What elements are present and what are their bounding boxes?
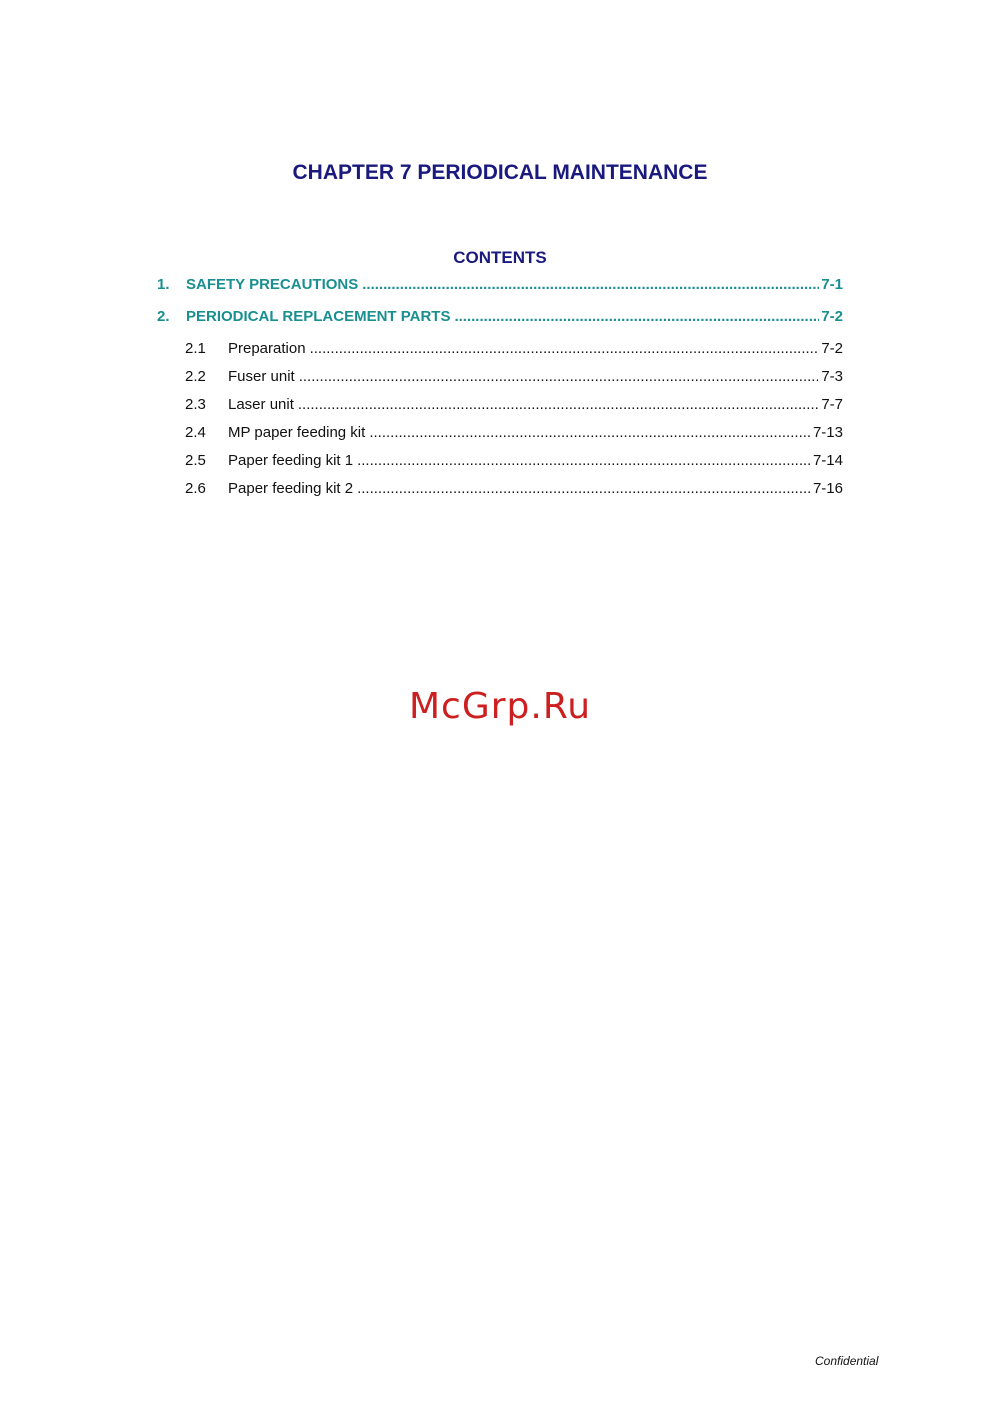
toc-entry-title: PERIODICAL REPLACEMENT PARTS — [186, 308, 451, 325]
toc-entry-preparation[interactable] — [185, 340, 843, 357]
toc-entry-page: 7-16 — [812, 480, 843, 497]
toc-entry-number: 2.4 — [185, 424, 206, 441]
toc-entry-title: Laser unit — [228, 396, 294, 413]
toc-entry-page: 7-3 — [821, 368, 843, 385]
toc-entry-title: MP paper feeding kit — [228, 424, 366, 441]
chapter-title: CHAPTER 7 PERIODICAL MAINTENANCE — [292, 161, 708, 184]
toc-entry-paper-feeding-kit-1[interactable] — [185, 452, 843, 469]
watermark: McGrp.Ru — [408, 686, 592, 727]
toc-entry-page: 7-14 — [812, 452, 843, 469]
toc-entry-laser-unit[interactable] — [185, 396, 843, 413]
toc-entry-title: Paper feeding kit 2 — [228, 480, 354, 497]
toc-entry-periodical-replacement-parts[interactable] — [157, 308, 843, 325]
contents-heading: CONTENTS — [453, 248, 547, 267]
footer-confidential-label: Confidential — [815, 1354, 879, 1368]
toc-dot-leader — [369, 424, 810, 441]
toc-dot-leader — [357, 452, 810, 469]
toc-dot-leader — [299, 368, 819, 385]
toc-dot-leader — [298, 396, 818, 413]
toc-dot-leader — [357, 480, 810, 497]
toc-entry-page: 7-2 — [821, 308, 843, 325]
toc-entry-page: 7-2 — [821, 340, 843, 357]
toc-entry-fuser-unit[interactable] — [185, 368, 843, 385]
toc-dot-leader — [362, 276, 819, 293]
toc-entry-number: 2.3 — [185, 396, 206, 413]
toc-entry-number: 2. — [157, 308, 170, 325]
toc-dot-leader — [454, 308, 819, 325]
toc-entry-title: Preparation — [228, 340, 306, 357]
toc-entry-number: 1. — [157, 276, 170, 293]
toc-entry-title: SAFETY PRECAUTIONS — [186, 276, 359, 293]
toc-entry-number: 2.1 — [185, 340, 206, 357]
toc-entry-page: 7-13 — [812, 424, 843, 441]
toc-dot-leader — [310, 340, 819, 357]
toc-entry-number: 2.2 — [185, 368, 206, 385]
toc-entry-page: 7-1 — [821, 276, 843, 293]
toc-entry-safety-precautions[interactable] — [157, 276, 843, 293]
toc-entry-paper-feeding-kit-2[interactable] — [185, 480, 843, 497]
toc-entry-title: Fuser unit — [228, 368, 295, 385]
toc-entry-page: 7-7 — [821, 396, 843, 413]
toc-entry-number: 2.6 — [185, 480, 206, 497]
toc-entry-mp-paper-feeding-kit[interactable] — [185, 424, 843, 441]
toc-entry-number: 2.5 — [185, 452, 206, 469]
toc-entry-title: Paper feeding kit 1 — [228, 452, 354, 469]
